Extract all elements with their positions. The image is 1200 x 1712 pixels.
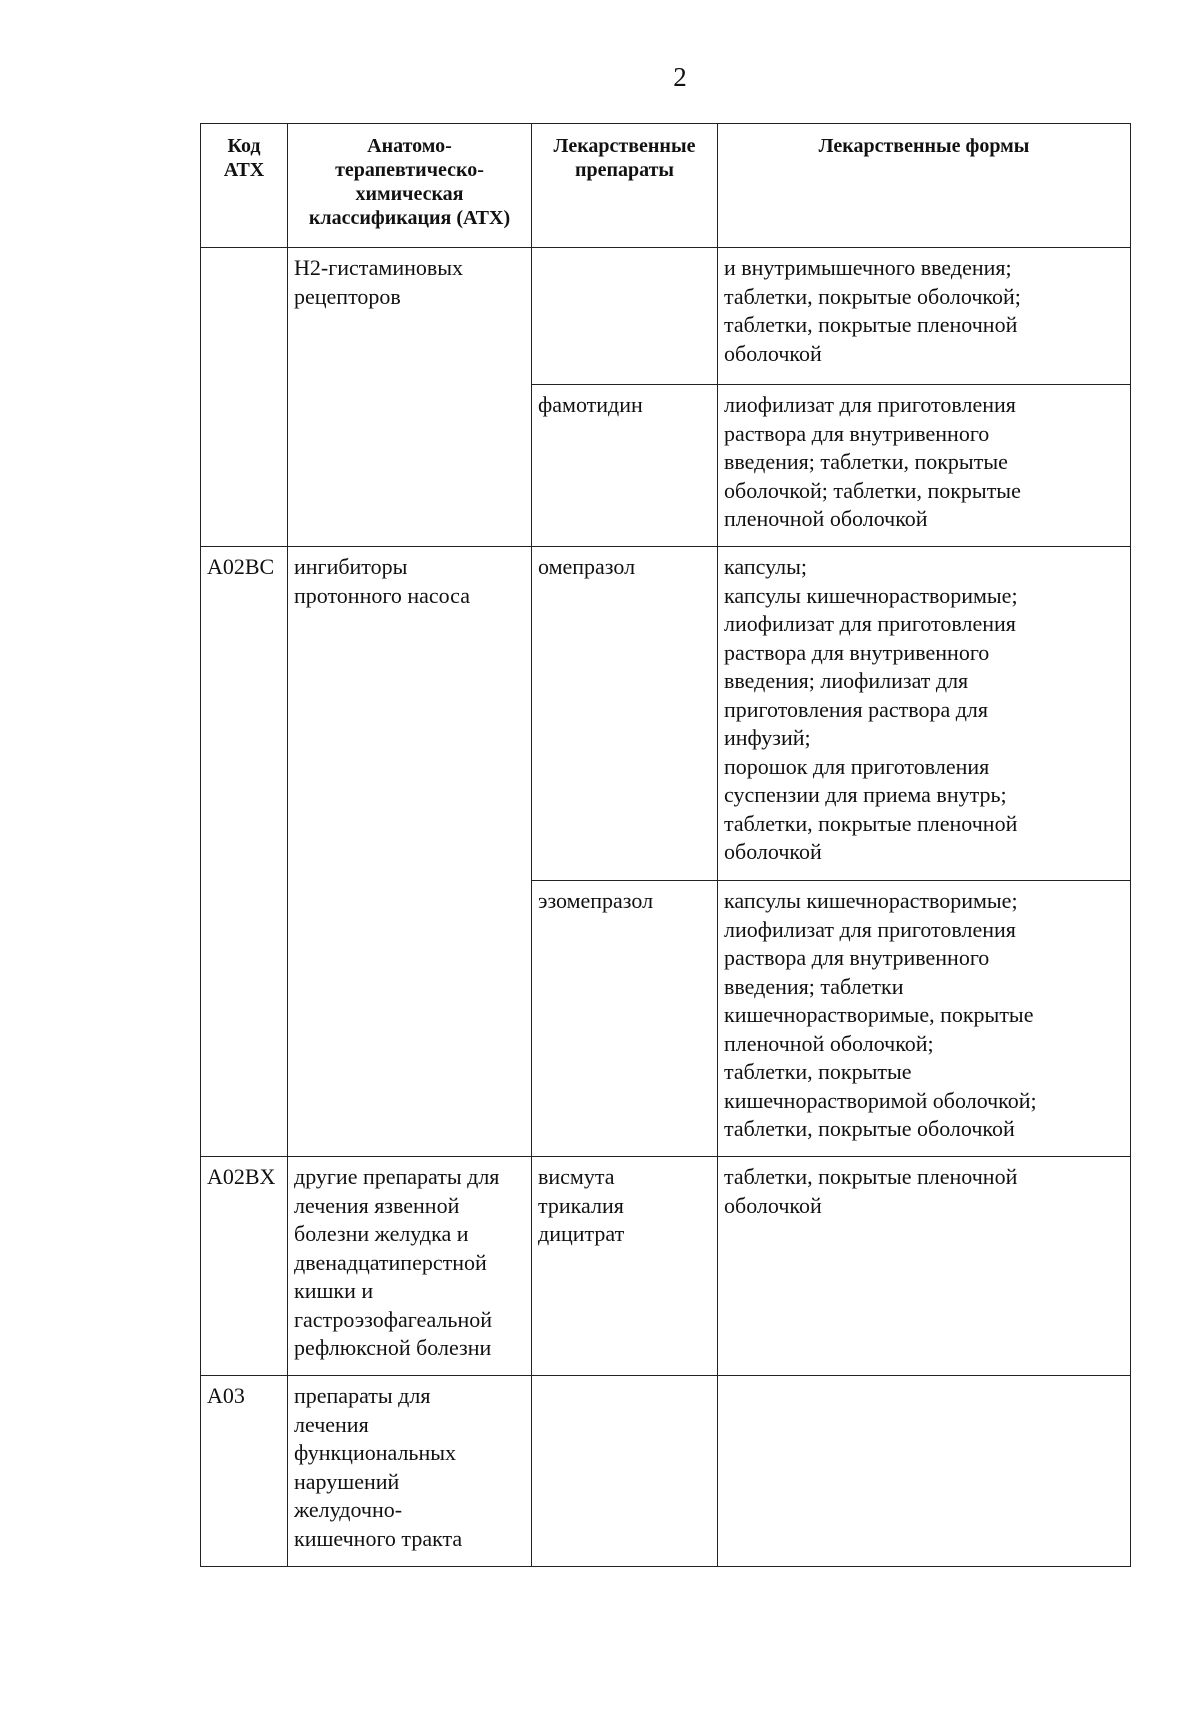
cell-forms: капсулы кишечнорастворимые; лиофилизат для приготовления раствора для внутривенного введения; таблетки кишечнорастворимые, покрытые пленочной оболочкой; таблетки, покрытые кишечнорастворимой оболочкой; таблетки, покрытые оболочкой — [718, 881, 1131, 1157]
atx-table — [200, 123, 1131, 1567]
header-drugs: Лекарственные препараты — [532, 124, 718, 248]
cell-forms: капсулы; капсулы кишечнорастворимые; лиофилизат для приготовления раствора для внутривенного введения; лиофилизат для приготовления раствора для инфузий; порошок для приготовления суспензии для приема внутрь; таблетки, покрытые пленочной оболочкой — [718, 547, 1131, 881]
cell-code — [201, 248, 288, 547]
table-header-row — [201, 124, 1131, 248]
cell-forms — [718, 1376, 1131, 1567]
cell-drug: висмута трикалия дицитрат — [532, 1157, 718, 1376]
cell-code: A02BC — [201, 547, 288, 1157]
table-row — [201, 1157, 1131, 1376]
header-forms: Лекарственные формы — [718, 124, 1131, 248]
cell-classification: ингибиторы протонного насоса — [288, 547, 532, 1157]
cell-code: A03 — [201, 1376, 288, 1567]
table-row — [201, 547, 1131, 881]
cell-drug — [532, 248, 718, 385]
table-row — [201, 248, 1131, 385]
cell-classification: препараты для лечения функциональных нарушений желудочно- кишечного тракта — [288, 1376, 532, 1567]
cell-drug: фамотидин — [532, 385, 718, 547]
cell-forms: и внутримышечного введения; таблетки, покрытые оболочкой; таблетки, покрытые пленочной оболочкой — [718, 248, 1131, 385]
cell-code: A02BX — [201, 1157, 288, 1376]
cell-drug: омепразол — [532, 547, 718, 881]
cell-forms: таблетки, покрытые пленочной оболочкой — [718, 1157, 1131, 1376]
cell-forms: лиофилизат для приготовления раствора для внутривенного введения; таблетки, покрытые оболочкой; таблетки, покрытые пленочной оболочкой — [718, 385, 1131, 547]
header-code: Код АТХ — [201, 124, 288, 248]
page-number: 2 — [673, 62, 687, 92]
header-classification: Анатомо- терапевтическо- химическая классификация (АТХ) — [288, 124, 532, 248]
cell-drug: эзомепразол — [532, 881, 718, 1157]
cell-drug — [532, 1376, 718, 1567]
table-row — [201, 1376, 1131, 1567]
cell-classification: другие препараты для лечения язвенной болезни желудка и двенадцатиперстной кишки и гастроэзофагеальной рефлюксной болезни — [288, 1157, 532, 1376]
cell-classification: Н2-гистаминовых рецепторов — [288, 248, 532, 547]
